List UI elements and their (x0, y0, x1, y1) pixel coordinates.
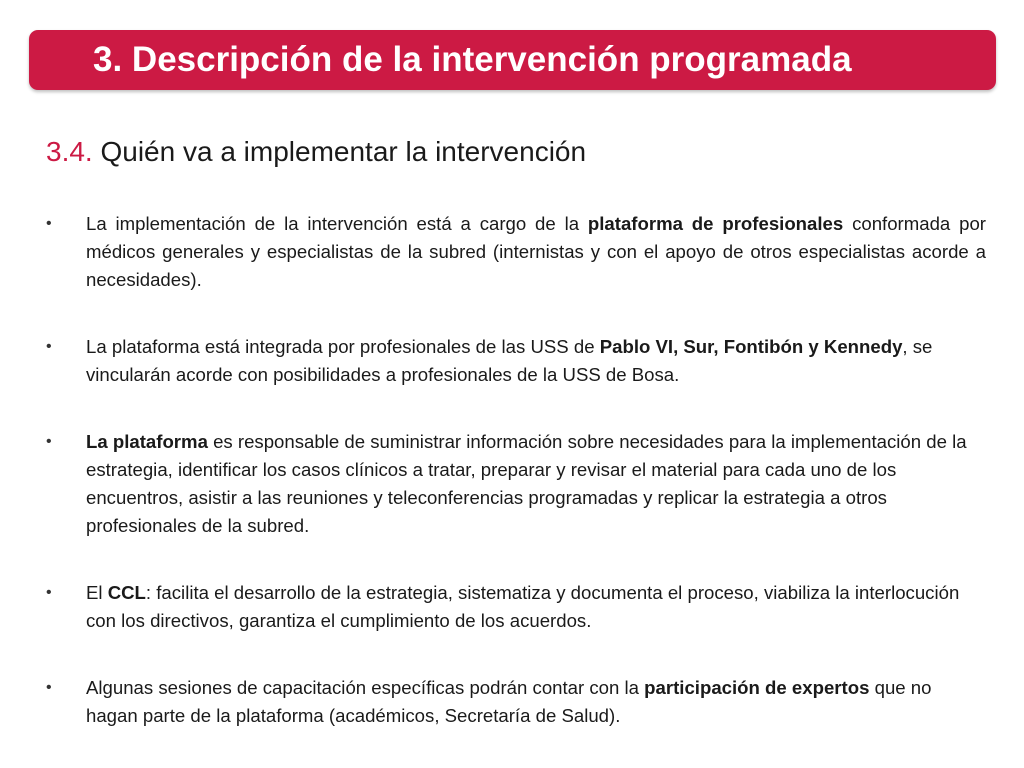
bullet-text: conformada por médicos generales y especialistas de la subred (internistas y con el apoyo de otros especialistas acorde a necesidades). (86, 213, 986, 290)
bullet-item (46, 210, 986, 294)
bullet-icon: • (46, 433, 52, 450)
bullet-list (46, 210, 986, 730)
bullet-bold-text: Pablo VI, Sur, Fontibón y Kennedy (599, 336, 903, 357)
bullet-item (46, 579, 986, 635)
bullet-text: La implementación de la intervención está a cargo de la (86, 213, 588, 234)
section-heading-text: Quién va a implementar la intervención (92, 136, 587, 167)
bullet-text: El (86, 582, 108, 603)
bullet-text: La plataforma está integrada por profesionales de las USS de (86, 336, 600, 357)
bullet-icon: • (46, 215, 52, 232)
bullet-bold-text: CCL (107, 582, 146, 603)
bullet-item (46, 674, 986, 730)
bullet-text: , se vincularán acorde con posibilidades a profesionales de la USS de Bosa. (86, 336, 933, 385)
bullet-bold-text: La plataforma (86, 431, 208, 452)
title-banner (29, 30, 996, 90)
bullet-item (46, 428, 986, 540)
slide-title: 3. Descripción de la intervención programada (93, 40, 852, 79)
bullet-bold-text: participación de expertos (644, 677, 870, 698)
bullet-bold-text: plataforma de profesionales (587, 213, 844, 234)
bullet-icon: • (46, 679, 52, 696)
bullet-text: : facilita el desarrollo de la estrategia, sistematiza y documenta el proceso, viabiliza la interlocución con los directivos, garantiza el cumplimiento de los acuerdos. (86, 582, 960, 631)
section-heading (46, 134, 586, 170)
bullet-item (46, 333, 986, 389)
bullet-text: es responsable de suministrar información sobre necesidades para la implementación de la estrategia, identificar los casos clínicos a tratar, preparar y revisar el material para cada uno de los encuentros, asistir a las reuniones y teleconferencias programadas y replicar la estrategia a otros profesionales de la subred. (86, 431, 967, 536)
bullet-text: Algunas sesiones de capacitación específicas podrán contar con la (86, 677, 645, 698)
bullet-icon: • (46, 338, 52, 355)
bullet-text: que no hagan parte de la plataforma (académicos, Secretaría de Salud). (86, 677, 932, 726)
bullet-icon: • (46, 584, 52, 601)
section-number: 3.4. (46, 136, 93, 167)
